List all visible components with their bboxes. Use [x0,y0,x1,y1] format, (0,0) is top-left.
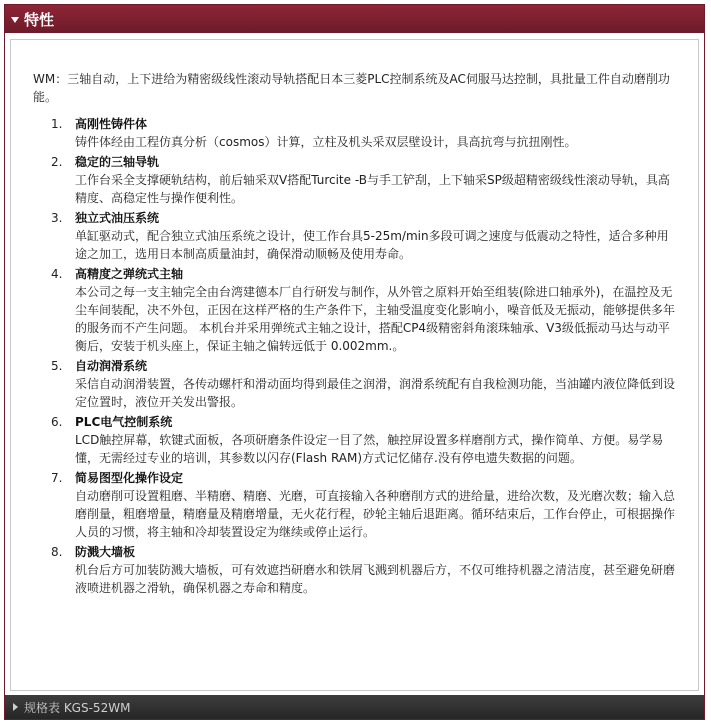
feature-description: LCD触控屏幕，软键式面板，各项研磨条件设定一目了然，触控屏设置多样磨削方式，操作简单、方便。易学易懂，无需经过专业的培训，其参数以闪存(Flash RAM)方式记忆储存.没有停电遗失数据的问题。 [75,433,664,465]
spec-table-label: 规格表 KGS-52WM [24,700,131,715]
feature-description: 铸件体经由工程仿真分析（cosmos）计算，立柱及机头采双层壁设计，具高抗弯与抗扭刚性。 [75,135,577,149]
section-title: 特性 [24,10,55,29]
feature-item [33,413,676,467]
spec-table-toggle[interactable] [5,695,704,719]
feature-title: 简易图型化操作设定 [75,471,184,485]
feature-description: 采信自动润滑装置，各传动螺杆和滑动面均得到最佳之润滑，润滑系统配有自我检测功能，当油罐内液位降低到设定位置时，液位开关发出警报。 [75,377,676,409]
feature-item [33,115,676,151]
collapse-triangle-icon[interactable] [11,17,19,23]
feature-number: 1. [51,117,63,131]
features-content [10,39,699,691]
expand-triangle-icon[interactable] [13,703,18,711]
feature-item [33,543,676,597]
feature-item [33,265,676,355]
intro-text: WM：三轴自动，上下进给为精密级线性滚动导轨搭配日本三菱PLC控制系统及AC伺服马达控制，具批量工件自动磨削功能。 [33,72,670,104]
feature-title: 防溅大墙板 [75,545,136,559]
feature-title: 稳定的三轴导轨 [75,155,160,169]
feature-number: 3. [51,211,63,225]
feature-number: 5. [51,359,63,373]
feature-number: 6. [51,415,63,429]
feature-item [33,357,676,411]
feature-title: 自动润滑系统 [75,359,148,373]
feature-description: 本公司之每一支主轴完全由台湾建德本厂自行研发与制作，从外管之原料开始至组装(除进口轴承外)，在温控及无尘车间装配，决不外包，正因在这样严格的生产条件下，主轴受温度变化影响小，噪音低及无振动，能够提供多年的服务而不产生问题。 本机台并采用弹统式主轴之设计，搭配CP4级精密斜角滚珠轴承、V3级低振动马达与动平衡后，安装于机头座上，保证主轴之偏转远低于 0.002mm.。 [75,285,676,353]
feature-list [33,115,676,597]
feature-number: 8. [51,545,63,559]
feature-title: 高精度之弹统式主轴 [75,267,184,281]
feature-description: 工作台采全支撑硬轨结构，前后轴采双V搭配Turcite -B与手工铲刮，上下轴采SP级超精密级线性滚动导轨，具高精度、高稳定性与操作便利性。 [75,173,670,205]
feature-item [33,153,676,207]
feature-number: 4. [51,267,63,281]
feature-description: 单缸驱动式，配合独立式油压系统之设计，使工作台具5-25m/min多段可调之速度与低震动之特性，适合多种用途之加工，选用日本制高质量油封，确保滑动顺畅及使用寿命。 [75,229,669,261]
feature-title: 高刚性铸件体 [75,117,148,131]
feature-number: 2. [51,155,63,169]
feature-title: 独立式油压系统 [75,211,160,225]
feature-number: 7. [51,471,63,485]
feature-description: 机台后方可加装防溅大墙板，可有效遮挡研磨水和铁屑飞溅到机器后方，不仅可维持机器之清洁度，甚至避免研磨液喷进机器之滑轨，确保机器之寿命和精度。 [75,563,676,595]
feature-title: PLC电气控制系统 [75,415,173,429]
feature-description: 自动磨削可设置粗磨、半精磨、精磨、光磨，可直接输入各种磨削方式的进给量，进给次数，及光磨次数；输入总磨削量，粗磨增量，精磨量及精磨增量，无火花行程，砂轮主轴后退距离。循环结束后，工作台停止，可根据操作人员的习惯，将主轴和冷却装置设定为继续或停止运行。 [75,489,676,539]
section-header-features[interactable] [5,5,704,33]
feature-item [33,209,676,263]
feature-item [33,469,676,541]
features-panel [4,4,705,720]
